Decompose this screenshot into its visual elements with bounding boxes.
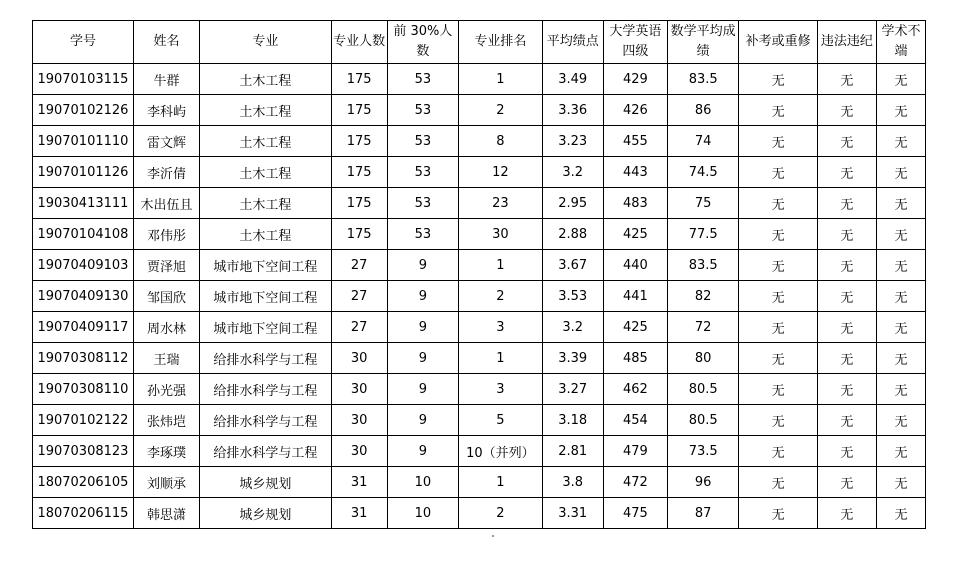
header-math-average: 数学平均成绩 (668, 21, 739, 64)
academic-misconduct-cell: 无 (876, 250, 925, 281)
major-cell: 给排水科学与工程 (200, 343, 332, 374)
discipline-cell: 无 (817, 188, 876, 219)
academic-misconduct-cell: 无 (876, 405, 925, 436)
top-30-count-cell: 10 (387, 498, 458, 529)
major-cell: 给排水科学与工程 (200, 374, 332, 405)
discipline-cell: 无 (817, 126, 876, 157)
header-gpa: 平均绩点 (542, 21, 603, 64)
student-id-cell: 19030413111 (33, 188, 134, 219)
academic-misconduct-cell: 无 (876, 467, 925, 498)
top-30-count-cell: 53 (387, 188, 458, 219)
table-row (33, 126, 926, 157)
makeup-retake-cell: 无 (739, 157, 817, 188)
student-id-cell: 19070308112 (33, 343, 134, 374)
name-cell: 李科屿 (133, 95, 199, 126)
major-count-cell: 175 (331, 157, 387, 188)
math-average-cell: 75 (668, 188, 739, 219)
name-cell: 牛群 (133, 64, 199, 95)
top-30-count-cell: 9 (387, 374, 458, 405)
major-count-cell: 27 (331, 312, 387, 343)
major-count-cell: 30 (331, 436, 387, 467)
math-average-cell: 87 (668, 498, 739, 529)
student-id-cell: 19070101110 (33, 126, 134, 157)
major-cell: 土木工程 (200, 157, 332, 188)
major-count-cell: 27 (331, 281, 387, 312)
table-row (33, 157, 926, 188)
table-row (33, 188, 926, 219)
math-average-cell: 72 (668, 312, 739, 343)
academic-misconduct-cell: 无 (876, 157, 925, 188)
student-id-cell: 18070206115 (33, 498, 134, 529)
major-rank-cell: 3 (459, 312, 543, 343)
top-30-count-cell: 53 (387, 64, 458, 95)
gpa-cell: 3.67 (542, 250, 603, 281)
major-rank-cell: 8 (459, 126, 543, 157)
math-average-cell: 86 (668, 95, 739, 126)
major-cell: 土木工程 (200, 219, 332, 250)
math-average-cell: 77.5 (668, 219, 739, 250)
discipline-cell: 无 (817, 281, 876, 312)
gpa-cell: 3.18 (542, 405, 603, 436)
major-cell: 给排水科学与工程 (200, 436, 332, 467)
major-count-cell: 175 (331, 95, 387, 126)
major-rank-cell: 5 (459, 405, 543, 436)
gpa-cell: 3.31 (542, 498, 603, 529)
major-rank-cell: 1 (459, 64, 543, 95)
academic-misconduct-cell: 无 (876, 64, 925, 95)
math-average-cell: 80.5 (668, 405, 739, 436)
cet4-cell: 429 (603, 64, 667, 95)
major-cell: 土木工程 (200, 95, 332, 126)
academic-misconduct-cell: 无 (876, 95, 925, 126)
major-rank-cell: 2 (459, 95, 543, 126)
major-count-cell: 175 (331, 188, 387, 219)
academic-misconduct-cell: 无 (876, 219, 925, 250)
table-row (33, 250, 926, 281)
name-cell: 李沂倩 (133, 157, 199, 188)
major-cell: 土木工程 (200, 188, 332, 219)
math-average-cell: 80 (668, 343, 739, 374)
major-count-cell: 30 (331, 405, 387, 436)
name-cell: 邹国欣 (133, 281, 199, 312)
math-average-cell: 74.5 (668, 157, 739, 188)
makeup-retake-cell: 无 (739, 498, 817, 529)
student-id-cell: 19070103115 (33, 64, 134, 95)
gpa-cell: 2.88 (542, 219, 603, 250)
gpa-cell: 3.2 (542, 312, 603, 343)
top-30-count-cell: 53 (387, 126, 458, 157)
cet4-cell: 472 (603, 467, 667, 498)
major-cell: 城乡规划 (200, 498, 332, 529)
academic-misconduct-cell: 无 (876, 436, 925, 467)
math-average-cell: 83.5 (668, 250, 739, 281)
major-rank-cell: 2 (459, 498, 543, 529)
academic-misconduct-cell: 无 (876, 374, 925, 405)
major-cell: 城市地下空间工程 (200, 312, 332, 343)
student-id-cell: 19070308123 (33, 436, 134, 467)
major-cell: 城市地下空间工程 (200, 250, 332, 281)
cet4-cell: 441 (603, 281, 667, 312)
major-rank-cell: 3 (459, 374, 543, 405)
discipline-cell: 无 (817, 95, 876, 126)
gpa-cell: 3.53 (542, 281, 603, 312)
gpa-cell: 3.27 (542, 374, 603, 405)
major-cell: 给排水科学与工程 (200, 405, 332, 436)
major-rank-cell: 2 (459, 281, 543, 312)
table-body (33, 64, 926, 529)
gpa-cell: 2.81 (542, 436, 603, 467)
major-cell: 土木工程 (200, 126, 332, 157)
major-cell: 土木工程 (200, 64, 332, 95)
academic-misconduct-cell: 无 (876, 188, 925, 219)
name-cell: 刘顺承 (133, 467, 199, 498)
student-id-cell: 19070102122 (33, 405, 134, 436)
discipline-cell: 无 (817, 64, 876, 95)
cet4-cell: 462 (603, 374, 667, 405)
makeup-retake-cell: 无 (739, 95, 817, 126)
math-average-cell: 74 (668, 126, 739, 157)
cet4-cell: 443 (603, 157, 667, 188)
header-cet4: 大学英语四级 (603, 21, 667, 64)
discipline-cell: 无 (817, 498, 876, 529)
name-cell: 李琢璞 (133, 436, 199, 467)
cet4-cell: 483 (603, 188, 667, 219)
makeup-retake-cell: 无 (739, 343, 817, 374)
header-academic-misconduct: 学术不端 (876, 21, 925, 64)
cet4-cell: 475 (603, 498, 667, 529)
student-id-cell: 18070206105 (33, 467, 134, 498)
discipline-cell: 无 (817, 467, 876, 498)
gpa-cell: 2.95 (542, 188, 603, 219)
table-row (33, 436, 926, 467)
math-average-cell: 83.5 (668, 64, 739, 95)
major-count-cell: 175 (331, 64, 387, 95)
major-count-cell: 175 (331, 126, 387, 157)
math-average-cell: 96 (668, 467, 739, 498)
top-30-count-cell: 53 (387, 219, 458, 250)
score-table (32, 20, 926, 529)
name-cell: 雷文辉 (133, 126, 199, 157)
makeup-retake-cell: 无 (739, 312, 817, 343)
math-average-cell: 73.5 (668, 436, 739, 467)
major-rank-cell: 1 (459, 250, 543, 281)
gpa-cell: 3.8 (542, 467, 603, 498)
makeup-retake-cell: 无 (739, 219, 817, 250)
academic-misconduct-cell: 无 (876, 312, 925, 343)
top-30-count-cell: 10 (387, 467, 458, 498)
makeup-retake-cell: 无 (739, 126, 817, 157)
name-cell: 木出伍且 (133, 188, 199, 219)
name-cell: 贾泽旭 (133, 250, 199, 281)
major-count-cell: 31 (331, 498, 387, 529)
discipline-cell: 无 (817, 374, 876, 405)
discipline-cell: 无 (817, 312, 876, 343)
student-id-cell: 19070308110 (33, 374, 134, 405)
makeup-retake-cell: 无 (739, 188, 817, 219)
table-row (33, 374, 926, 405)
top-30-count-cell: 9 (387, 405, 458, 436)
discipline-cell: 无 (817, 405, 876, 436)
makeup-retake-cell: 无 (739, 436, 817, 467)
name-cell: 韩思潇 (133, 498, 199, 529)
table-row (33, 467, 926, 498)
major-rank-cell: 23 (459, 188, 543, 219)
header-name: 姓名 (133, 21, 199, 64)
major-count-cell: 175 (331, 219, 387, 250)
cet4-cell: 425 (603, 312, 667, 343)
table-header (33, 21, 926, 64)
name-cell: 王瑞 (133, 343, 199, 374)
header-makeup-retake: 补考或重修 (739, 21, 817, 64)
header-major-count: 专业人数 (331, 21, 387, 64)
student-id-cell: 19070409103 (33, 250, 134, 281)
student-id-cell: 19070104108 (33, 219, 134, 250)
stray-mark (492, 535, 494, 537)
table-row (33, 405, 926, 436)
math-average-cell: 80.5 (668, 374, 739, 405)
name-cell: 张炜垲 (133, 405, 199, 436)
top-30-count-cell: 9 (387, 312, 458, 343)
makeup-retake-cell: 无 (739, 405, 817, 436)
top-30-count-cell: 53 (387, 157, 458, 188)
gpa-cell: 3.39 (542, 343, 603, 374)
top-30-count-cell: 9 (387, 281, 458, 312)
top-30-count-cell: 9 (387, 343, 458, 374)
name-cell: 孙光强 (133, 374, 199, 405)
cet4-cell: 454 (603, 405, 667, 436)
student-id-cell: 19070409130 (33, 281, 134, 312)
makeup-retake-cell: 无 (739, 64, 817, 95)
major-count-cell: 30 (331, 374, 387, 405)
table-row (33, 219, 926, 250)
academic-misconduct-cell: 无 (876, 281, 925, 312)
discipline-cell: 无 (817, 219, 876, 250)
table-row (33, 95, 926, 126)
academic-misconduct-cell: 无 (876, 343, 925, 374)
student-id-cell: 19070101126 (33, 157, 134, 188)
major-cell: 城乡规划 (200, 467, 332, 498)
top-30-count-cell: 53 (387, 95, 458, 126)
makeup-retake-cell: 无 (739, 250, 817, 281)
academic-misconduct-cell: 无 (876, 498, 925, 529)
name-cell: 邓伟彤 (133, 219, 199, 250)
major-rank-cell: 30 (459, 219, 543, 250)
header-row (33, 21, 926, 64)
header-top-30-count: 前 30%人数 (387, 21, 458, 64)
math-average-cell: 82 (668, 281, 739, 312)
major-rank-cell: 12 (459, 157, 543, 188)
makeup-retake-cell: 无 (739, 281, 817, 312)
cet4-cell: 479 (603, 436, 667, 467)
makeup-retake-cell: 无 (739, 467, 817, 498)
header-major: 专业 (200, 21, 332, 64)
major-count-cell: 27 (331, 250, 387, 281)
major-rank-cell: 1 (459, 467, 543, 498)
gpa-cell: 3.49 (542, 64, 603, 95)
major-rank-cell: 10（并列） (459, 436, 543, 467)
academic-misconduct-cell: 无 (876, 126, 925, 157)
discipline-cell: 无 (817, 343, 876, 374)
gpa-cell: 3.36 (542, 95, 603, 126)
major-cell: 城市地下空间工程 (200, 281, 332, 312)
cet4-cell: 485 (603, 343, 667, 374)
table-row (33, 281, 926, 312)
discipline-cell: 无 (817, 436, 876, 467)
table-row (33, 64, 926, 95)
table-row (33, 312, 926, 343)
makeup-retake-cell: 无 (739, 374, 817, 405)
major-rank-cell: 1 (459, 343, 543, 374)
gpa-cell: 3.23 (542, 126, 603, 157)
name-cell: 周水林 (133, 312, 199, 343)
major-count-cell: 30 (331, 343, 387, 374)
cet4-cell: 455 (603, 126, 667, 157)
top-30-count-cell: 9 (387, 436, 458, 467)
cet4-cell: 440 (603, 250, 667, 281)
cet4-cell: 426 (603, 95, 667, 126)
discipline-cell: 无 (817, 157, 876, 188)
top-30-count-cell: 9 (387, 250, 458, 281)
header-student-id: 学号 (33, 21, 134, 64)
gpa-cell: 3.2 (542, 157, 603, 188)
table-row (33, 498, 926, 529)
major-count-cell: 31 (331, 467, 387, 498)
header-discipline: 违法违纪 (817, 21, 876, 64)
discipline-cell: 无 (817, 250, 876, 281)
student-id-cell: 19070102126 (33, 95, 134, 126)
cet4-cell: 425 (603, 219, 667, 250)
header-major-rank: 专业排名 (459, 21, 543, 64)
student-id-cell: 19070409117 (33, 312, 134, 343)
table-row (33, 343, 926, 374)
